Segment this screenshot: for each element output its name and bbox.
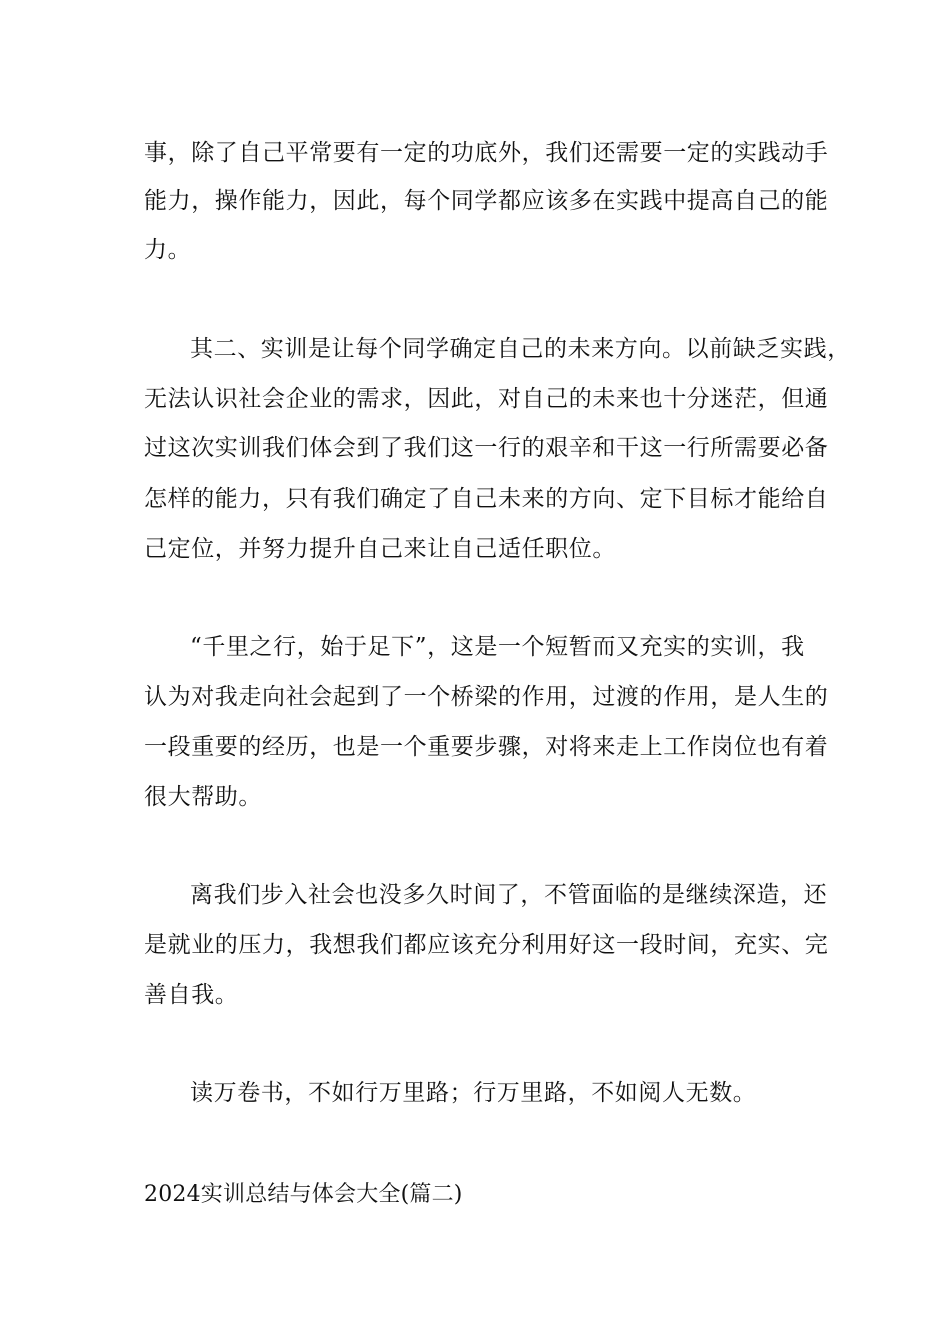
paragraph-2-line-1: 其二、实训是让每个同学确定自己的未来方向。以前缺乏实践， [190, 336, 851, 362]
paragraph-5-line-1: 读万卷书，不如行万里路；行万里路，不如阅人无数。 [190, 1080, 757, 1106]
paragraph-3-line-3: 一段重要的经历，也是一个重要步骤，对将来走上工作岗位也有着 [144, 734, 829, 760]
paragraph-1-line-2: 能力，操作能力，因此，每个同学都应该多在实践中提高自己的能 [144, 188, 829, 214]
paragraph-1-line-3: 力。 [144, 237, 192, 263]
paragraph-4-line-2: 是就业的压力，我想我们都应该充分利用好这一段时间，充实、完 [144, 932, 829, 958]
paragraph-2-line-2: 无法认识社会企业的需求，因此，对自己的未来也十分迷茫，但通 [144, 386, 829, 412]
paragraph-1-line-1: 事，除了自己平常要有一定的功底外，我们还需要一定的实践动手 [144, 140, 829, 166]
paragraph-3-line-1: “千里之行，始于足下”，这是一个短暂而又充实的实训，我 [190, 634, 805, 660]
section-heading: 2024实训总结与体会大全(篇二) [144, 1182, 463, 1207]
paragraph-2-line-4: 怎样的能力，只有我们确定了自己未来的方向、定下目标才能给自 [144, 486, 829, 512]
paragraph-4-line-3: 善自我。 [144, 982, 239, 1008]
paragraph-3-line-2: 认为对我走向社会起到了一个桥梁的作用，过渡的作用，是人生的 [144, 684, 829, 710]
paragraph-4-line-1: 离我们步入社会也没多久时间了，不管面临的是继续深造，还 [190, 882, 828, 908]
paragraph-2-line-5: 己定位，并努力提升自己来让自己适任职位。 [144, 536, 616, 562]
paragraph-3-line-4: 很大帮助。 [144, 784, 262, 810]
paragraph-2-line-3: 过这次实训我们体会到了我们这一行的艰辛和干这一行所需要必备 [144, 435, 829, 461]
